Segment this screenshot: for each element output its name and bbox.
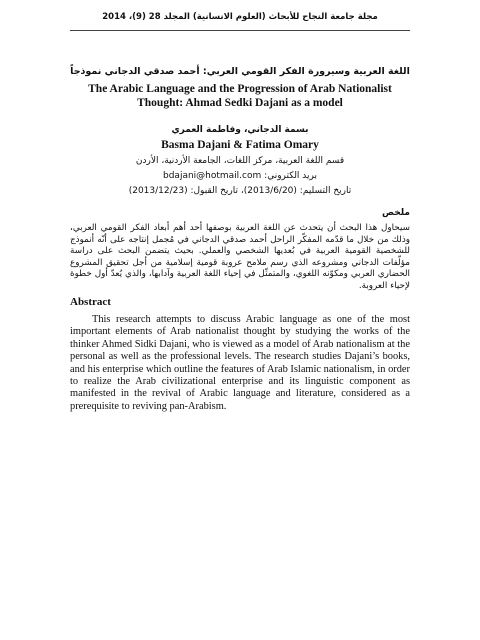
email-line bbox=[70, 171, 410, 181]
english-title: The Arabic Language and the Progression of Arab Nationalist Thought: Ahmad Sedki Dajani as a model bbox=[88, 83, 392, 109]
english-authors: Basma Dajani & Fatima Omary bbox=[161, 139, 319, 151]
journal-header: مجلة جامعة النجاح للأبحاث (العلوم الانسانية) المجلد 28 (9)، 2014 bbox=[102, 12, 378, 22]
arabic-abstract-body: سيحاول هذا البحث أن يتحدث عن اللغة العربية بوصفها أحد أهم أبعاد الفكر القومي العربي، وذلك من خلال ما قدّمه المفكّر الراحل أحمد صدقي الدجاني في مُجمل إنتاجه على أنّه أنموذج للشخصية القومية العربية في بُعديها الشخصي والعملي. بحيث يتضمن البحث على دراسة مؤلّفات الدجاني ومشروعه الذي رسم ملامح عروبة قومية إسلامية من أجل تحقيق المشروع الحضاري العربي ومكوّنه اللغوي، والمتمثّل في إحياء اللغة العربية وآدابها، والذي يُعدّ أول خطوة لإحياء العروبة. bbox=[70, 223, 410, 291]
header-divider bbox=[70, 30, 410, 31]
submission-dates: تاريخ التسليم: (2013/6/20)، تاريخ القبول: (2013/12/23) bbox=[128, 186, 352, 196]
arabic-abstract-heading: ملخص bbox=[381, 208, 410, 218]
affiliation: قسم اللغة العربية، مركز اللغات، الجامعة الأردنية، الأردن bbox=[135, 156, 345, 166]
email-label: بريد الكتروني: bbox=[264, 171, 317, 181]
email-address[interactable]: bdajani@hotmail.com bbox=[163, 171, 262, 181]
arabic-title: اللغة العربية وسيرورة الفكر القومي العربي: أحمد صدقي الدجاني نموذجاً bbox=[70, 66, 410, 77]
english-abstract-body: This research attempts to discuss Arabic language as one of the most important elements of Arab nationalist thought by studying the works of the thinker Ahmed Sidki Dajani, who is viewed as a model of Arab nationalism at the personal as well as the professional levels. The research studies Dajani’s books, and his enterprise which outline the features of Arab Islamic nationalism, in order to realize the Arab civilizational enterprise and its linguistic component as manifested in the revival of Arabic language and literature, considered as a prerequisite to reviving pan-Arabism. bbox=[70, 314, 410, 412]
english-abstract-heading: Abstract bbox=[70, 296, 111, 308]
arabic-authors: بسمة الدجاني، وفاطمة العمري bbox=[171, 125, 309, 135]
